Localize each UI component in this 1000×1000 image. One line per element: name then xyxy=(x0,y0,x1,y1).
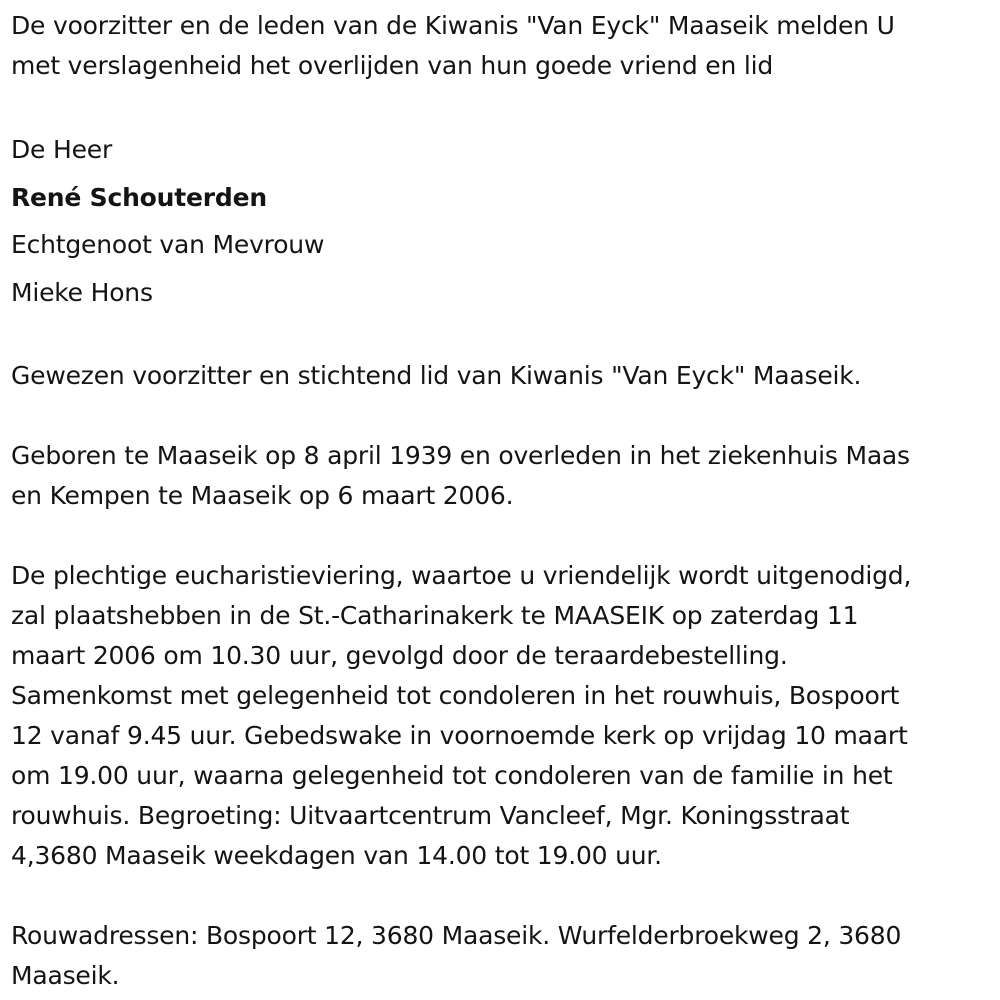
death-notice xyxy=(11,6,991,996)
ceremony-line: 4,3680 Maaseik weekdagen van 14.00 tot 19.00 uur. xyxy=(11,841,662,870)
intro-line: De voorzitter en de leden van de Kiwanis "Van Eyck" Maaseik melden U xyxy=(11,11,895,40)
ceremony-paragraph xyxy=(11,556,991,876)
addresses-line: Rouwadressen: Bospoort 12, 3680 Maaseik. Wurfelderbroekweg 2, 3680 xyxy=(11,921,902,950)
role-paragraph xyxy=(11,356,991,396)
ceremony-line: Samenkomst met gelegenheid tot condoleren in het rouwhuis, Bospoort xyxy=(11,681,900,710)
deceased-name: René Schouterden xyxy=(11,182,267,212)
ceremony-line: om 19.00 uur, waarna gelegenheid tot condoleren van de familie in het xyxy=(11,761,893,790)
addresses-paragraph xyxy=(11,916,991,996)
birth-death-line: Geboren te Maaseik op 8 april 1939 en overleden in het ziekenhuis Maas xyxy=(11,441,910,470)
addresses-line: Maaseik. xyxy=(11,961,120,990)
ceremony-line: De plechtige eucharistieviering, waartoe u vriendelijk wordt uitgenodigd, xyxy=(11,561,912,590)
spouse-line: Echtgenoot van Mevrouw xyxy=(11,230,325,259)
ceremony-line: rouwhuis. Begroeting: Uitvaartcentrum Vancleef, Mgr. Koningsstraat xyxy=(11,801,850,830)
intro-line: met verslagenheid het overlijden van hun goede vriend en lid xyxy=(11,51,774,80)
birth-death-line: en Kempen te Maaseik op 6 maart 2006. xyxy=(11,481,514,510)
birth-death-paragraph xyxy=(11,436,991,516)
ceremony-line: 12 vanaf 9.45 uur. Gebedswake in voornoemde kerk op vrijdag 10 maart xyxy=(11,721,908,750)
intro-paragraph xyxy=(11,6,991,86)
salutation: De Heer xyxy=(11,135,113,164)
deceased-block xyxy=(11,126,991,316)
spouse-name: Mieke Hons xyxy=(11,277,153,307)
ceremony-line: maart 2006 om 10.30 uur, gevolgd door de teraardebestelling. xyxy=(11,641,788,670)
ceremony-line: zal plaatshebben in de St.-Catharinakerk te MAASEIK op zaterdag 11 xyxy=(11,601,859,630)
role-line: Gewezen voorzitter en stichtend lid van Kiwanis "Van Eyck" Maaseik. xyxy=(11,361,862,390)
